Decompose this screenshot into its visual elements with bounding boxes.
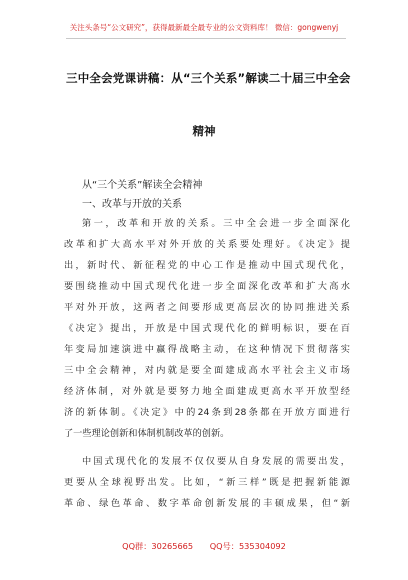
paragraph-line: 改革和扩大高水平对外开放的关系要处理好。《决定》提 — [64, 239, 350, 250]
header-notice: 关注头条号“公文研究”，获得最新最全最专业的公文资料库！ 微信：gongwenyj — [69, 23, 339, 32]
footer-qq-group: QQ群：30265665 — [122, 541, 194, 551]
footer-qq-number: QQ号：535304092 — [209, 541, 286, 551]
paragraph-line: 第一，改革和开放的关系。三中全会进一步全面深化 — [82, 218, 350, 229]
paragraph-line: 三中全会精神，对内就是要全面建成高水平社会主义市场 — [64, 365, 350, 376]
paragraph-line: 要围绕推动中国式现代化进一步全面深化改革和扩大高水 — [64, 281, 350, 292]
paragraph-line: 济的新体制。《决定》中的24条到28条都在开放方面进行 — [64, 407, 350, 418]
paragraph-line: 年变局加速演进中赢得战略主动，在这种情况下贯彻落实 — [64, 344, 350, 355]
header-divider — [66, 38, 346, 39]
paragraph-line: 出，新时代、新征程党的中心工作是推动中国式现代化， — [64, 260, 350, 271]
document-title-continued: 精神 — [192, 124, 216, 138]
paragraph-line: 平对外开放，这两者之间要形成更高层次的协同推进关系 — [64, 302, 350, 313]
footer-contacts — [0, 541, 408, 552]
document-title: 三中全会党课讲稿：从“三个关系”解读二十届三中全会 — [66, 71, 351, 85]
paragraph-line: 更要从全球视野出发。比如，“新三样”既是把握新能源 — [64, 477, 350, 488]
paragraph-line: 经济体制，对外就是要努力地全面建成更高水平开放型经 — [64, 386, 350, 397]
section-heading: 一、改革与开放的关系 — [82, 199, 182, 210]
paragraph-line: 革命、绿色革命、数字革命创新发展的丰硕成果，但“新 — [64, 498, 350, 509]
paragraph-line: 中国式现代化的发展不仅仅要从自身发展的需要出发， — [82, 456, 350, 467]
document-subtitle: 从“三个关系”解读全会精神 — [82, 180, 203, 191]
paragraph-line: 了一些理论创新和体制机制改革的创新。 — [64, 428, 230, 439]
paragraph-line: 《决定》提出，开放是中国式现代化的鲜明标识，要在百 — [64, 323, 350, 334]
